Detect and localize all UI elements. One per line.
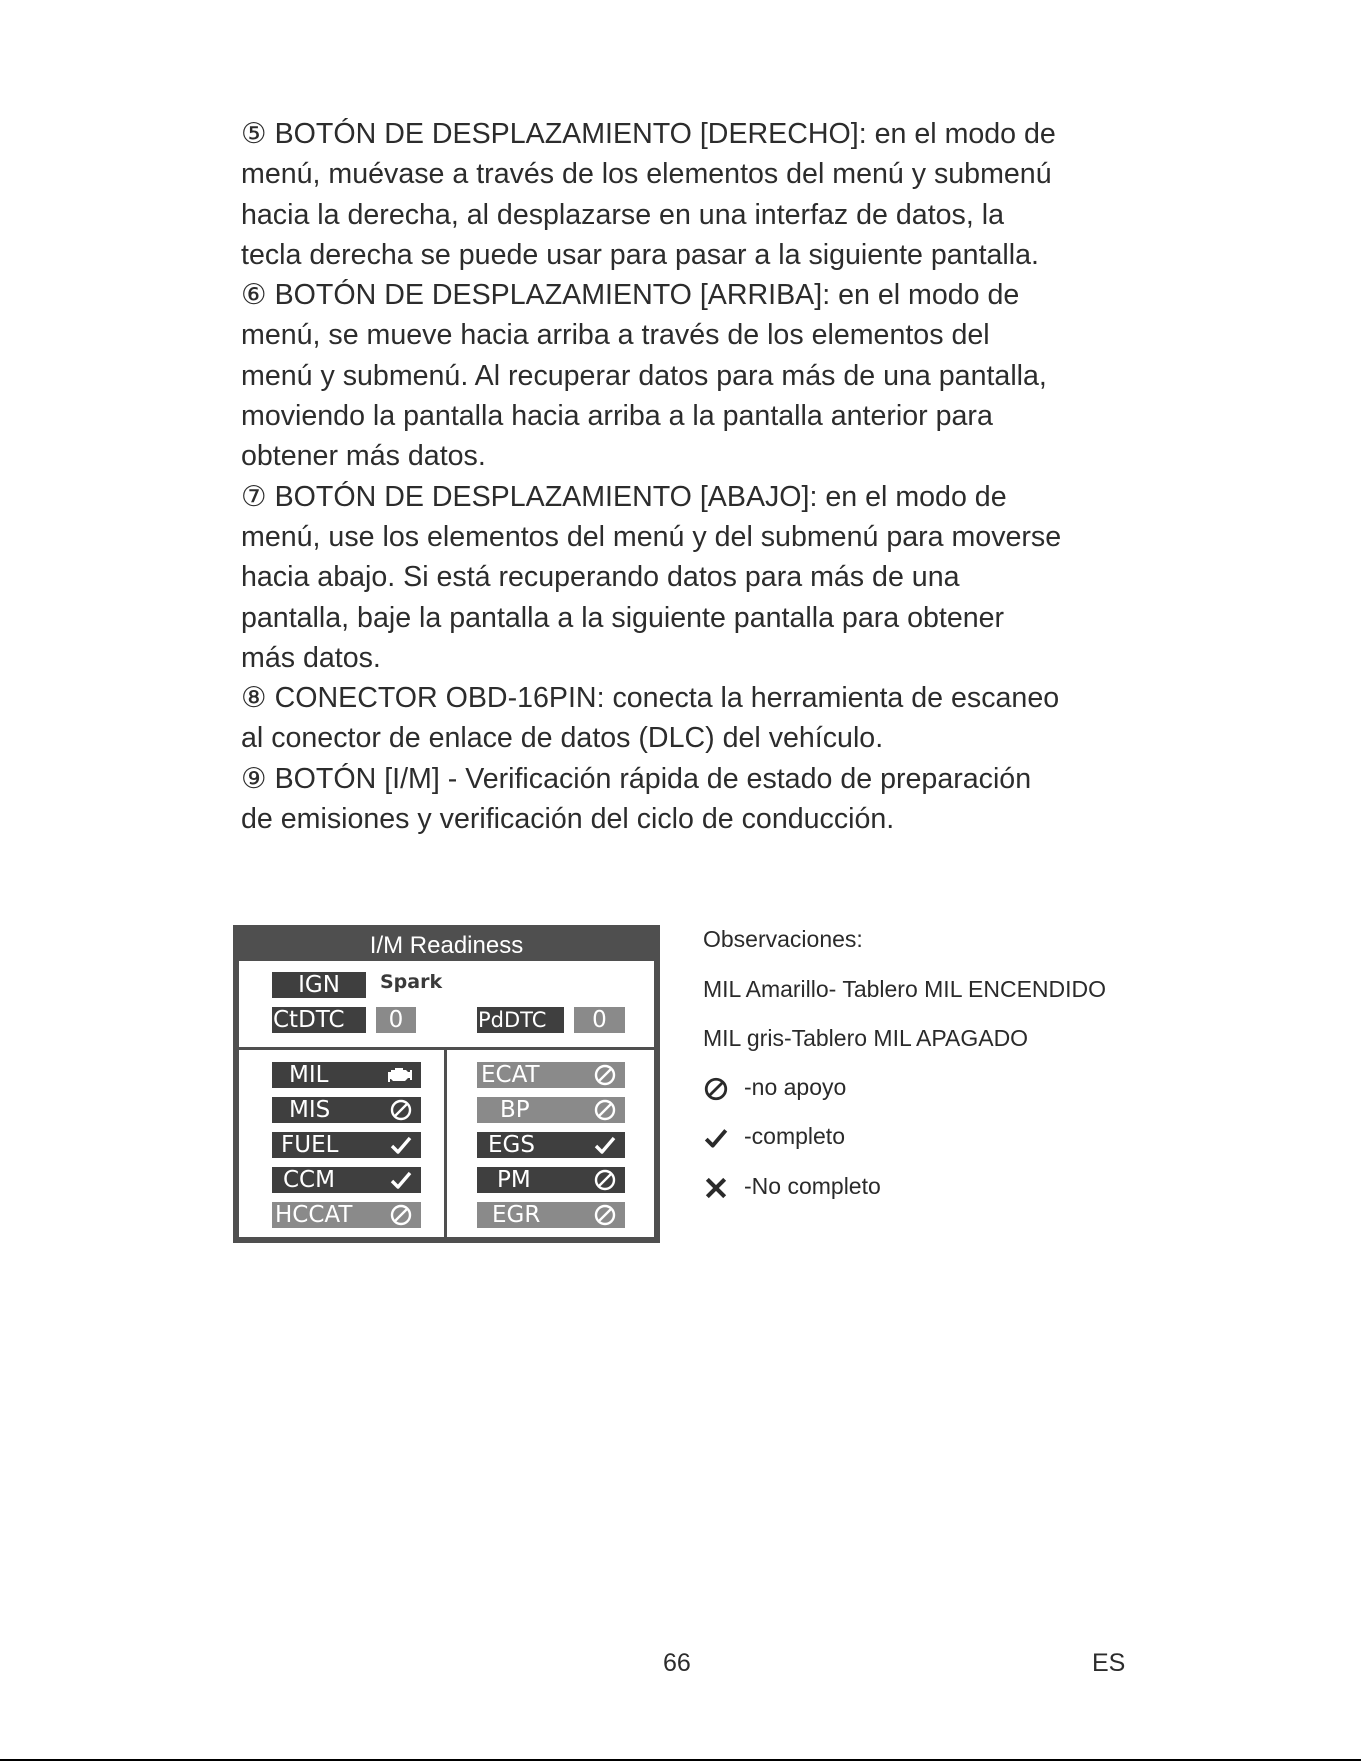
engine-icon — [385, 1063, 415, 1087]
screen-divider-vertical — [444, 1047, 447, 1237]
monitor-label: EGS — [488, 1132, 535, 1158]
language-code: ES — [1092, 1649, 1126, 1677]
legend-complete: -completo — [744, 1123, 845, 1149]
monitor-fuel — [272, 1132, 421, 1158]
text-line: tecla derecha se puede usar para pasar a la siguiente pantalla. — [241, 238, 1039, 271]
screen-panel — [239, 961, 654, 1237]
text-line: de emisiones y verificación del ciclo de conducción. — [241, 803, 895, 836]
text-line: pantalla, baje la pantalla a la siguiente pantalla para obtener — [241, 601, 1005, 634]
text-line: ⑨ BOTÓN [I/M] - Verificación rápida de estado de preparación — [241, 762, 1032, 795]
check-icon — [389, 1133, 413, 1157]
monitor-ccm — [272, 1167, 421, 1193]
not-supported-icon — [703, 1076, 729, 1102]
ctdtc-tag — [272, 1007, 366, 1033]
monitor-label: HCCAT — [275, 1202, 353, 1228]
page-number: 66 — [663, 1649, 691, 1677]
monitor-egs — [477, 1132, 625, 1158]
text-line: ⑧ CONECTOR OBD-16PIN: conecta la herramienta de escaneo — [241, 682, 1060, 715]
im-readiness-screen — [233, 925, 660, 1243]
monitor-mil — [272, 1062, 421, 1088]
monitor-label: ECAT — [481, 1062, 540, 1088]
legend-no-support: -no apoyo — [744, 1074, 847, 1100]
not-supported-icon — [389, 1203, 413, 1227]
not-supported-icon — [593, 1098, 617, 1122]
monitor-label: CCM — [283, 1167, 335, 1193]
pddtc-tag — [477, 1007, 564, 1033]
monitor-label: FUEL — [281, 1132, 339, 1158]
text-line: menú, muévase a través de los elementos del menú y submenú — [241, 158, 1052, 191]
text-line: ⑤ BOTÓN DE DESPLAZAMIENTO [DERECHO]: en el modo de — [241, 118, 1056, 150]
not-supported-icon — [593, 1203, 617, 1227]
ign-tag — [272, 972, 366, 998]
text-line: ⑥ BOTÓN DE DESPLAZAMIENTO [ARRIBA]: en el modo de — [241, 279, 1020, 312]
monitor-label: EGR — [492, 1202, 541, 1228]
ctdtc-label: CtDTC — [273, 1007, 345, 1033]
text-line: menú y submenú. Al recuperar datos para más de una pantalla, — [241, 359, 1047, 392]
text-line: menú, se mueve hacia arriba a través de los elementos del — [241, 319, 990, 352]
monitor-ecat — [477, 1062, 625, 1088]
not-supported-icon — [593, 1063, 617, 1087]
text-line: ⑦ BOTÓN DE DESPLAZAMIENTO [ABAJO]: en el modo de — [241, 480, 1007, 513]
monitor-mis — [272, 1097, 421, 1123]
text-line: menú, use los elementos del menú y del submenú para moverse — [241, 520, 1062, 553]
check-icon — [389, 1168, 413, 1192]
ctdtc-value-box — [376, 1007, 416, 1033]
text-line: más datos. — [241, 641, 381, 674]
monitor-label: MIS — [289, 1097, 331, 1123]
screen-title: I/M Readiness — [369, 932, 524, 959]
ign-value: Spark — [380, 971, 443, 993]
monitor-egr — [477, 1202, 625, 1228]
ign-label: IGN — [298, 972, 340, 998]
check-icon — [593, 1133, 617, 1157]
monitor-label: PM — [497, 1167, 531, 1193]
monitor-hccat — [272, 1202, 421, 1228]
not-supported-icon — [593, 1168, 617, 1192]
cross-icon — [703, 1175, 729, 1201]
text-line: obtener más datos. — [241, 440, 486, 473]
pddtc-value: 0 — [592, 1007, 607, 1033]
pddtc-label: PdDTC — [478, 1008, 547, 1032]
ctdtc-value: 0 — [388, 1007, 404, 1033]
monitor-label: MIL — [289, 1062, 329, 1088]
pddtc-value-box — [574, 1007, 625, 1033]
legend-mil-yellow: MIL Amarillo- Tablero MIL ENCENDIDO — [703, 976, 1107, 1002]
monitor-label: BP — [500, 1097, 530, 1123]
legend-mil-gray: MIL gris-Tablero MIL APAGADO — [703, 1025, 1029, 1051]
text-line: hacia la derecha, al desplazarse en una interfaz de datos, la — [241, 198, 1004, 231]
text-line: al conector de enlace de datos (DLC) del vehículo. — [241, 722, 884, 755]
instructions-text — [241, 114, 1141, 839]
check-icon — [703, 1125, 729, 1151]
text-line: moviendo la pantalla hacia arriba a la pantalla anterior para — [241, 400, 993, 433]
monitor-pm — [477, 1167, 625, 1193]
not-supported-icon — [389, 1098, 413, 1122]
legend-heading: Observaciones: — [703, 926, 863, 952]
monitor-bp — [477, 1097, 625, 1123]
legend-not-complete: -No completo — [744, 1173, 881, 1199]
text-line: hacia abajo. Si está recuperando datos para más de una — [241, 561, 960, 594]
